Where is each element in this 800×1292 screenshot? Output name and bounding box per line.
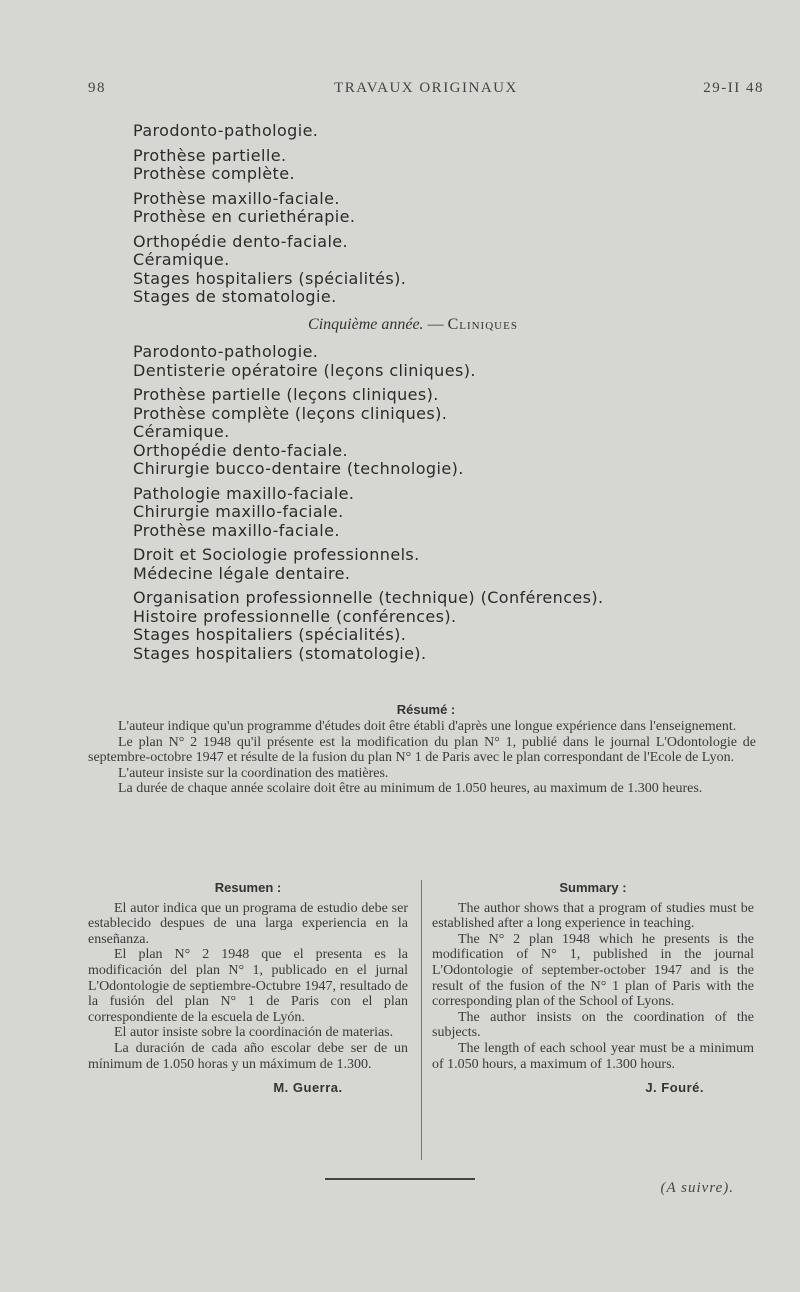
resumen-paragraph: El plan N° 2 1948 que el presenta es la modificación del plan N° 1, publicado en el jurnal L'Odontologie de septiembre-Octubre 1947, resultado de la fusión del plan N° 1 de Paris con el plan correspondiente de la escuela de Lyón. [88,947,408,1025]
resume-paragraph: La durée de chaque année scolaire doit être au minimum de 1.050 heures, au maximum de 1.300 heures. [118,781,703,797]
resumen-signature: M. Guerra. [273,1080,343,1096]
summary-paragraph: The author shows that a program of studies must be established after a long experience in teaching. [432,900,754,932]
summary-title: Summary : [559,880,627,895]
resume-body [88,719,756,797]
course-item: Dentisterie opératoire (leçons cliniques). [133,360,476,380]
course-list-fourth-year [133,122,693,307]
resume-paragraph: Le plan N° 2 1948 qu'il présente est la modification du plan N° 1, publié dans le journal L'Odontologie de septembre-octobre 1947 et résulte de la fusion du plan N° 1 de Paris avec le plan correspondant de l'Ecole de Lyon. [88,734,756,766]
fifth-year-heading [133,316,693,334]
resumen-paragraph: La duración de cada año escolar debe ser de un mínimum de 1.050 horas y un máximum de 1.300. [88,1040,408,1072]
course-item: Prothèse complète (leçons cliniques). [133,403,448,423]
course-item: Stages hospitaliers (spécialités). [133,268,407,288]
running-header [88,80,764,102]
column-divider [421,880,422,1160]
course-item: Stages hospitaliers (stomatologie). [133,643,427,663]
course-item: Parodonto-pathologie. [133,342,319,361]
resumen-paragraph: El autor indica que un programa de estudio debe ser establecido despues de una larga experiencia en la enseñanza. [88,900,408,947]
course-item: Médecine légale dentaire. [133,563,351,583]
course-item: Orthopédie dento-faciale. [133,231,349,251]
running-title: TRAVAUX ORIGINAUX [334,80,518,96]
summary-column [432,880,754,1096]
page-number: 98 [88,80,106,96]
course-item: Stages de stomatologie. [133,287,337,306]
resumen-title: Resumen : [214,880,282,895]
course-item: Histoire professionnelle (conférences). [133,606,457,626]
summary-signature: J. Fouré. [645,1080,704,1096]
resume-paragraph: L'auteur insiste sur la coordination des matières. [118,765,389,781]
resumen-column [88,880,408,1096]
course-item: Stages hospitaliers (spécialités). [133,625,407,644]
end-rule [325,1178,475,1180]
course-item: Prothèse partielle. [133,145,287,165]
course-item: Chirurgie bucco-dentaire (technologie). [133,459,464,478]
course-item: Chirurgie maxillo-faciale. [133,502,344,521]
course-item: Prothèse maxillo-faciale. [133,188,340,208]
year-label: Cinquième année. [308,316,424,333]
resume-title: Résumé : [396,702,456,717]
section-label: Cliniques [447,316,518,333]
course-item: Céramique. [133,422,230,441]
summary-paragraph: The author insists on the coordination of the subjects. [432,1009,754,1041]
resume-paragraph: L'auteur indique qu'un programme d'études doit être établi d'après une longue expérience dans l'enseignement. [118,719,737,734]
issue-date: 29-II 48 [703,80,764,96]
heading-dash: — [423,316,448,333]
course-item: Orthopédie dento-faciale. [133,440,349,460]
course-item: Prothèse en curiethérapie. [133,207,356,226]
course-item: Pathologie maxillo-faciale. [133,483,355,503]
course-item: Céramique. [133,250,230,269]
resumen-paragraph: El autor insiste sobre la coordinación de materias. [114,1025,394,1041]
course-item: Prothèse maxillo-faciale. [133,520,340,540]
course-list-fifth-year [133,343,693,663]
continuation-note: (A suivre). [660,1180,734,1196]
course-item: Parodonto-pathologie. [133,121,319,140]
course-item: Organisation professionnelle (technique) (Conférences). [133,588,604,607]
course-item: Droit et Sociologie professionnels. [133,545,420,564]
course-item: Prothèse complète. [133,164,295,183]
summary-paragraph: The N° 2 plan 1948 which he presents is the modification of N° 1, published in the journal L'Odontologie of september-october 1947 and is the result of the fusion of the N° 1 plan of Paris with the corresponding plan of the School of Lyons. [432,931,754,1010]
course-item: Prothèse partielle (leçons cliniques). [133,385,439,404]
summary-paragraph: The length of each school year must be a minimum of 1.050 hours, a maximum of 1.300 hours. [432,1040,754,1072]
